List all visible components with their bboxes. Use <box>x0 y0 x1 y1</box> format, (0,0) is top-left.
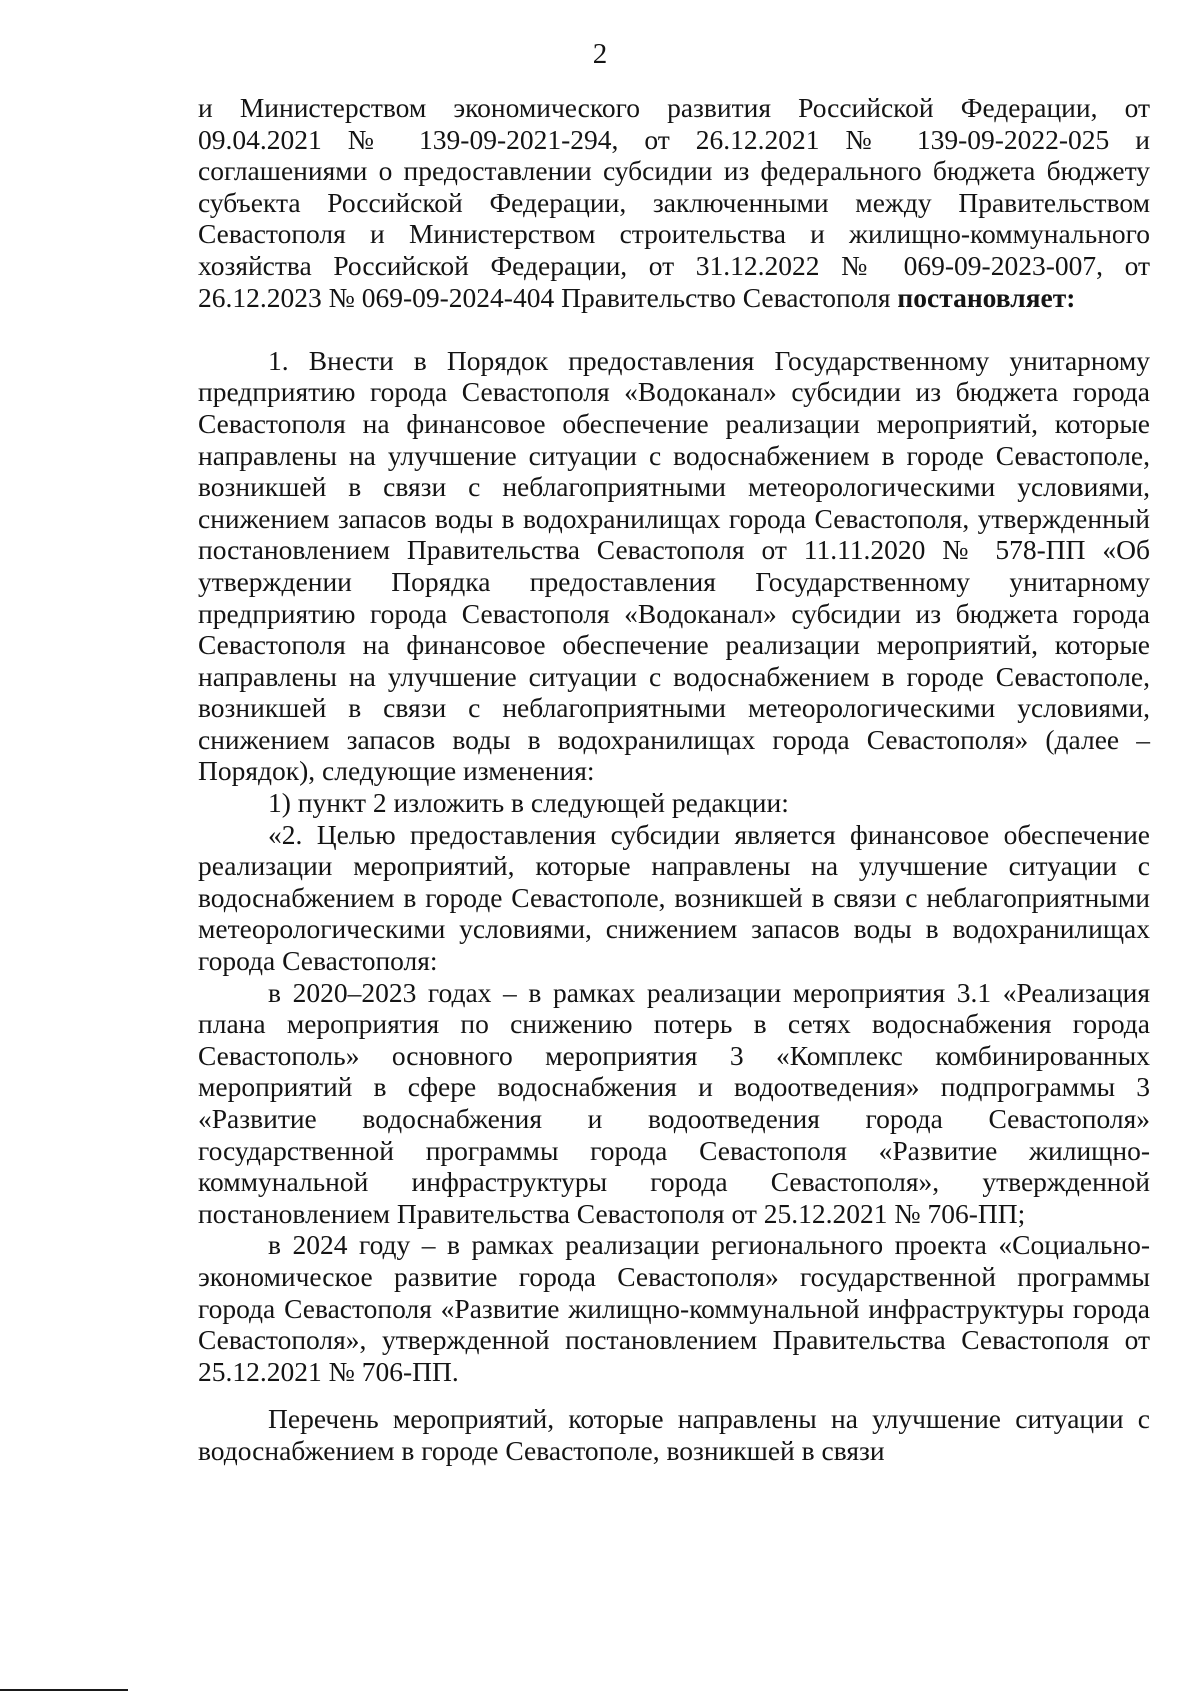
item-1-paragraph: 1. Внести в Порядок предоставления Государственному унитарному предприятию города Севастополя «Водоканал» субсидии из бюджета города Севастополя на финансовое обеспечение реализации мероприятий, которые направлены на улучшение ситуации с водоснабжением в городе Севастополе, возникшей в связи с неблагоприятными метеорологическими условиями, снижением запасов воды в водохранилищах города Севастополя, утвержденный постановлением Правительства Севастополя от 11.11.2020 № 578-ПП «Об утверждении Порядка предоставления Государственному унитарному предприятию города Севастополя «Водоканал» субсидии из бюджета города Севастополя на финансовое обеспечение реализации мероприятий, которые направлены на улучшение ситуации с водоснабжением в городе Севастополе, возникшей в связи с неблагоприятными метеорологическими условиями, снижением запасов воды в водохранилищах города Севастополя» (далее – Порядок), следующие изменения: <box>198 344 1150 787</box>
footer-rule <box>0 1689 128 1691</box>
intro-paragraph <box>198 92 1150 313</box>
resolves-keyword: постановляет: <box>897 281 1076 313</box>
intro-text: и Министерством экономического развития Российской Федерации, от 09.04.2021 № 139-09-2021-294, от 26.12.2021 № 139-09-2022-025 и соглашениями о предоставлении субсидии из федерального бюджета бюджету субъекта Российской Федерации, заключенными между Правительством Севастополя и Министерством строительства и жилищно-коммунального хозяйства Российской Федерации, от 31.12.2022 № 069-09-2023-007, от 26.12.2023 № 069-09-2024-404 Правительство Севастополя <box>198 92 1150 313</box>
quoted-clause-2-paragraph: «2. Целью предоставления субсидии является финансовое обеспечение реализации мероприятий, которые направлены на улучшение ситуации с водоснабжением в городе Севастополе, возникшей в связи с неблагоприятными метеорологическими условиями, снижением запасов воды в водохранилищах города Севастополя: <box>198 818 1150 977</box>
page-number: 2 <box>592 38 608 70</box>
years-2020-2023-paragraph: в 2020–2023 годах – в рамках реализации мероприятия 3.1 «Реализация плана мероприятия по снижению потерь в сетях водоснабжения города Севастополь» основного мероприятия 3 «Комплекс комбинированных мероприятий в сфере водоснабжения и водоотведения» подпрограммы 3 «Развитие водоснабжения и водоотведения города Севастополя» государственной программы города Севастополя «Развитие жилищно-коммунальной инфраструктуры города Севастополя», утвержденной постановлением Правительства Севастополя от 25.12.2021 № 706-ПП; <box>198 976 1150 1229</box>
measures-list-paragraph: Перечень мероприятий, которые направлены на улучшение ситуации с водоснабжением в городе Севастополе, возникшей в связи <box>198 1403 1150 1466</box>
subitem-1-paragraph: 1) пункт 2 изложить в следующей редакции: <box>268 787 789 819</box>
year-2024-paragraph: в 2024 году – в рамках реализации регионального проекта «Социально-экономическое развитие города Севастополя» государственной программы города Севастополя «Развитие жилищно-коммунальной инфраструктуры города Севастополя», утвержденной постановлением Правительства Севастополя от 25.12.2021 № 706-ПП. <box>198 1229 1150 1387</box>
document-body <box>198 92 1150 1467</box>
